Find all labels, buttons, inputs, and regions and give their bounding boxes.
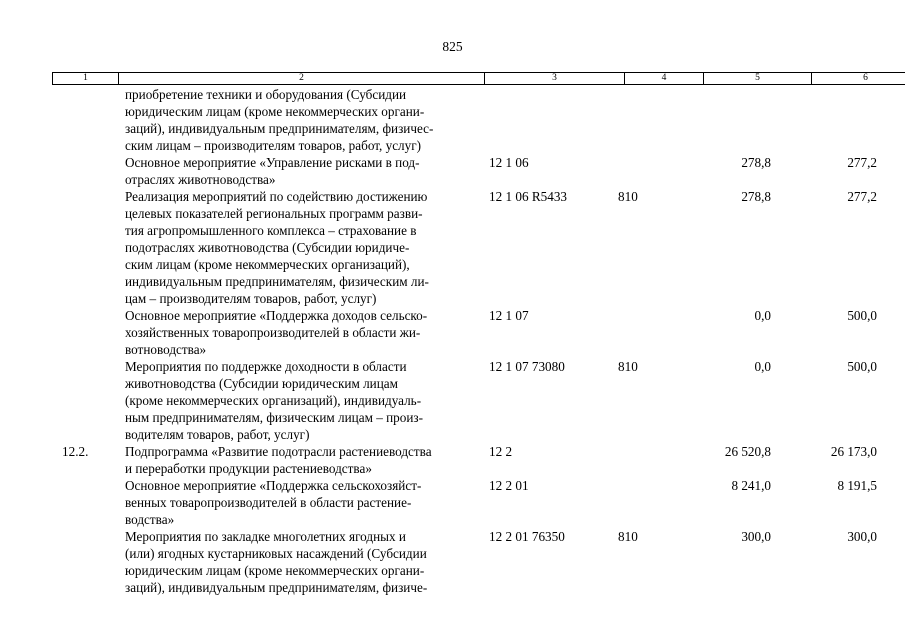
description-line: хозяйственных товаропроизводителей в области жи- [125, 325, 421, 340]
expense-type-code: 810 [618, 189, 638, 204]
description-line: ским лицам – производителям товаров, работ, услуг) [125, 138, 422, 153]
column-number-cell: 1 [53, 73, 119, 85]
amount-col5: 0,0 [754, 359, 771, 374]
target-article-code: 12 1 06 R5433 [489, 189, 568, 204]
description-line: целевых показателей региональных программ разви- [125, 206, 423, 221]
table-row [0, 86, 905, 154]
expense-type-code: 810 [618, 529, 638, 544]
row-description [125, 443, 475, 477]
description-line: тия агропромышленного комплекса – страхование в [125, 223, 417, 238]
column-number-cell: 5 [704, 73, 812, 85]
table-row [0, 528, 905, 596]
description-line: водства» [125, 512, 175, 527]
description-line: вотноводства» [125, 342, 207, 357]
column-number-cell: 2 [119, 73, 485, 85]
table-row [0, 443, 905, 477]
description-line: приобретение техники и оборудования (Субсидии [125, 87, 407, 102]
target-article-code: 12 2 01 76350 [489, 529, 565, 544]
description-line: Основное мероприятие «Управление рисками в под- [125, 155, 420, 170]
row-number: 12.2. [62, 444, 89, 459]
description-line: ным предпринимателям, физическим лицам – произ- [125, 410, 424, 425]
description-line: и переработки продукции растениеводства» [125, 461, 372, 476]
row-description [125, 188, 475, 307]
description-line: Мероприятия по закладке многолетних ягодных и [125, 529, 406, 544]
expense-type-code: 810 [618, 359, 638, 374]
page-number: 825 [442, 39, 463, 54]
target-article-code: 12 2 [489, 444, 513, 459]
description-line: ским лицам (кроме некоммерческих организаций), [125, 257, 410, 272]
amount-col6: 26 173,0 [830, 444, 877, 459]
column-number-cell: 6 [812, 73, 905, 85]
amount-col5: 278,8 [741, 155, 771, 170]
amount-col6: 500,0 [847, 308, 877, 323]
row-description [125, 528, 475, 596]
amount-col5: 300,0 [741, 529, 771, 544]
target-article-code: 12 1 06 [489, 155, 529, 170]
description-line: отраслях животноводства» [125, 172, 276, 187]
description-line: цам – производителям товаров, работ, услуг) [125, 291, 377, 306]
description-line: заций), индивидуальным предпринимателям, физиче- [125, 580, 428, 595]
column-number-row [53, 73, 905, 85]
table-row [0, 307, 905, 358]
description-line: (или) ягодных кустарниковых насаждений (Субсидии [125, 546, 427, 561]
description-line: юридическим лицам (кроме некоммерческих органи- [125, 563, 425, 578]
column-number-cell: 4 [625, 73, 704, 85]
table-row [0, 477, 905, 528]
amount-col6: 277,2 [847, 189, 877, 204]
amount-col6: 500,0 [847, 359, 877, 374]
table-row [0, 188, 905, 307]
description-line: Основное мероприятие «Поддержка сельскохозяйст- [125, 478, 422, 493]
description-line: Мероприятия по поддержке доходности в области [125, 359, 407, 374]
description-line: юридическим лицам (кроме некоммерческих органи- [125, 104, 425, 119]
row-description [125, 477, 475, 528]
target-article-code: 12 1 07 [489, 308, 529, 323]
column-number-header [52, 72, 905, 85]
amount-col5: 0,0 [754, 308, 771, 323]
description-line: животноводства (Субсидии юридическим лицам [125, 376, 398, 391]
budget-table-body [0, 86, 905, 596]
amount-col6: 8 191,5 [837, 478, 877, 493]
target-article-code: 12 2 01 [489, 478, 529, 493]
row-description [125, 307, 475, 358]
row-description [125, 86, 475, 154]
description-line: Подпрограмма «Развитие подотрасли растениеводства [125, 444, 432, 459]
amount-col5: 8 241,0 [731, 478, 771, 493]
description-line: индивидуальным предпринимателям, физическим ли- [125, 274, 429, 289]
table-row [0, 154, 905, 188]
amount-col5: 26 520,8 [724, 444, 771, 459]
amount-col6: 277,2 [847, 155, 877, 170]
description-line: Основное мероприятие «Поддержка доходов сельско- [125, 308, 428, 323]
description-line: Реализация мероприятий по содействию достижению [125, 189, 428, 204]
description-line: водителям товаров, работ, услуг) [125, 427, 310, 442]
amount-col5: 278,8 [741, 189, 771, 204]
description-line: заций), индивидуальным предпринимателям, физичес- [125, 121, 434, 136]
description-line: (кроме некоммерческих организаций), индивидуаль- [125, 393, 422, 408]
column-number-cell: 3 [485, 73, 625, 85]
target-article-code: 12 1 07 73080 [489, 359, 565, 374]
row-description [125, 154, 475, 188]
row-description [125, 358, 475, 443]
description-line: венных товаропроизводителей в области растение- [125, 495, 412, 510]
description-line: подотраслях животноводства (Субсидии юридиче- [125, 240, 410, 255]
table-row [0, 358, 905, 443]
amount-col6: 300,0 [847, 529, 877, 544]
